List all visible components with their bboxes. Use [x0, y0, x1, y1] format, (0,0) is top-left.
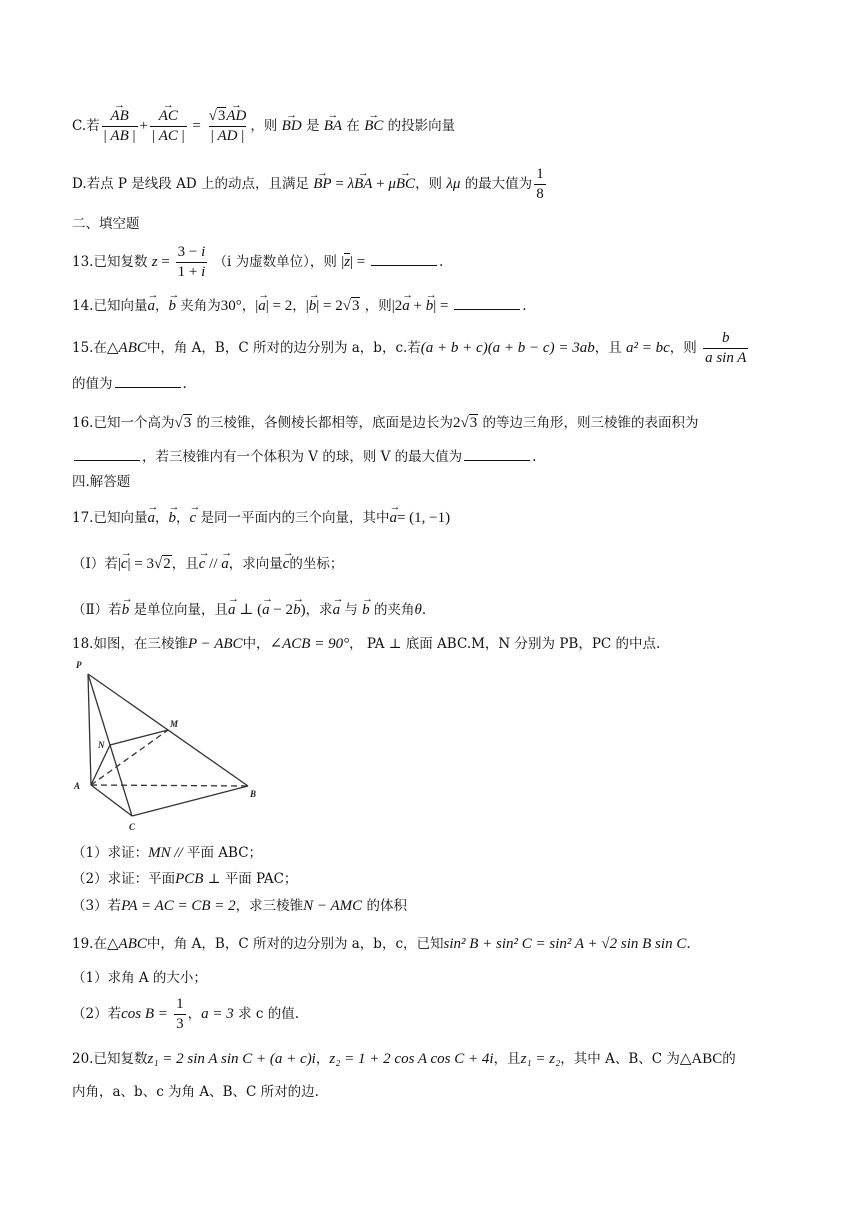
- question-17-part2: （Ⅱ）若→ b 是单位向量，且→ a ⊥ (→ a − 2→ b)，求→ a 与 → b 的夹角θ.: [72, 598, 426, 622]
- text: 是单位向量，且: [133, 602, 228, 618]
- question-19-part1: （1）求角 A 的大小；: [72, 970, 207, 986]
- segment-nm: [110, 730, 168, 745]
- answer-blank: [371, 251, 437, 266]
- answer-blank: [74, 446, 140, 461]
- vector: → a: [147, 506, 155, 530]
- equation: PCB: [175, 871, 204, 887]
- text: 20.已知复数: [72, 1051, 148, 1067]
- text: 的最大值为: [464, 176, 533, 192]
- text: ，则: [364, 298, 392, 314]
- label-p: P: [76, 660, 82, 670]
- vector: → a: [221, 552, 229, 576]
- vector: → AC: [159, 108, 178, 125]
- text: 15.在: [72, 340, 107, 356]
- question-19-part2: [72, 996, 299, 1033]
- edge-cb: [132, 786, 248, 816]
- vector: → b: [168, 506, 176, 530]
- text: 的等边三角形，则三棱锥的表面积为: [482, 415, 699, 431]
- fraction-denominator: 3: [176, 1016, 184, 1032]
- text: C.若: [72, 118, 100, 134]
- vector: → BC: [364, 109, 383, 143]
- question-13: 13.已知复数 z = $\frac{3 - i}{1 + i}$ （i 为虚数单位），则 |z| = .: [72, 244, 444, 280]
- vector: → a: [402, 294, 410, 318]
- text: （2）求证：平面: [72, 871, 176, 887]
- vector: → a: [258, 294, 266, 318]
- text: ，则: [250, 118, 278, 134]
- text: ⊥ 平面 PAC；: [203, 871, 298, 887]
- label-a: A: [74, 781, 81, 791]
- text: 的夹角: [373, 602, 415, 618]
- question-20: [72, 1048, 736, 1070]
- text: 中，: [242, 636, 270, 652]
- text: 中，角 A，B，C 所对的边分别为 a，b，c，已知: [146, 936, 444, 952]
- vector: → BA: [324, 109, 342, 143]
- text: 的值为: [72, 376, 113, 392]
- text: 13.已知复数: [72, 254, 148, 270]
- vector: → BC: [396, 167, 415, 201]
- equation: z₁ = 2 sin A sin C + (a + c)i: [147, 1051, 316, 1067]
- edge-pa: [88, 674, 91, 785]
- text: 的体积: [362, 898, 407, 914]
- fraction-numerator: 1: [176, 996, 184, 1012]
- text: 16.已知一个高为: [72, 415, 175, 431]
- text: 19.在: [72, 936, 107, 952]
- question-14: 14.已知向量→ a，→ b 夹角为30°，|→ a| = 2，|→ b| = 2√3 ，则|2→ a + → b| = .: [72, 294, 527, 318]
- vector: → a: [333, 598, 341, 622]
- section-answer-heading: 四.解答题: [72, 474, 131, 490]
- question-18: 18.如图，在三棱锥P − ABC中，∠ACB = 90°， PA ⊥ 底面 ABC.M，N 分别为 PB，PC 的中点.: [72, 636, 661, 652]
- question-15-line2: [72, 373, 187, 394]
- vector: → a: [262, 598, 270, 622]
- equation: z₁ = z₂: [520, 1051, 561, 1067]
- equation: a² = bc: [626, 340, 670, 356]
- text: 夹角为: [180, 298, 221, 314]
- text: （1）求证：: [72, 845, 149, 861]
- vector: → c: [189, 506, 196, 530]
- vector: → AD: [226, 108, 246, 125]
- answer-blank: [464, 446, 530, 461]
- question-18-part1: [72, 843, 262, 863]
- q12-option-d: D.若点 P 是线段 AD 上的动点，且满足 → BP = λ→ BA + μ→ BC，则 λμ 的最大值为 $\frac{1}{8}$: [72, 166, 548, 203]
- text: 在: [346, 118, 360, 134]
- vector: → BA: [354, 167, 372, 201]
- equation: PA = AC = CB = 2: [121, 898, 236, 914]
- edge-ab: [91, 785, 248, 786]
- vector: → b: [122, 598, 130, 622]
- vector: → c: [283, 552, 290, 576]
- section-fill-heading: 二、填空题: [72, 216, 140, 232]
- question-20-line2: 内角，a、b、c 为角 A、B、C 所对的边.: [72, 1084, 319, 1100]
- text: 的三棱锥，各侧棱长都相等，底面是边长为: [196, 415, 454, 431]
- text: 求 c 的值.: [233, 1006, 300, 1022]
- text: （i 为虚数单位），则: [213, 254, 337, 270]
- label-c: C: [129, 822, 136, 832]
- angle-value: 30°: [220, 298, 242, 314]
- text: 的: [722, 1051, 736, 1067]
- equation: MN //: [148, 845, 183, 861]
- text: .: [532, 449, 537, 465]
- question-15: 15.在△ABC中，角 A，B，C 所对的边分别为 a，b，c.若(a + b + c)(a + b − c) = 3ab，且 a² = bc，则 $\frac{b}{\text{a sin A}}$: [72, 330, 747, 366]
- question-16-line2: [72, 446, 536, 467]
- fraction: $\frac{3 - i}{1 + i}$: [177, 244, 206, 280]
- segment-am: [91, 730, 168, 785]
- vector: → BD: [282, 109, 302, 143]
- equation: z₂ = 1 + 2 cos A cos C + 4i: [329, 1051, 494, 1067]
- text: .: [182, 376, 187, 392]
- text: ，且: [594, 340, 622, 356]
- equation: △ABC: [679, 1051, 723, 1067]
- label-b: B: [250, 789, 257, 799]
- fraction: → $\frac{AB}{| AB |}$: [102, 108, 138, 145]
- text: 是: [305, 118, 320, 134]
- text: ，则: [669, 340, 697, 356]
- equation: P − ABC: [187, 636, 243, 652]
- vector: → a: [389, 506, 397, 530]
- fraction: $\frac{1}{8}$: [536, 166, 544, 202]
- question-18-part3: [72, 896, 407, 916]
- text: 的投影向量: [387, 118, 456, 134]
- fraction: [174, 996, 186, 1033]
- text: （Ⅱ）若: [72, 602, 122, 618]
- fraction: → $\frac{AC}{| AC |}$: [150, 108, 187, 145]
- text: ，求: [305, 602, 333, 618]
- question-17: 17.已知向量→ a，→ b，→ c 是同一平面内的三个向量，其中→ a= (1, −1): [72, 506, 450, 530]
- text: 是同一平面内的三个向量，其中: [200, 510, 390, 526]
- text: .: [522, 298, 527, 314]
- fraction: $\frac{√3\to AD}{| AD |}$: [207, 108, 249, 145]
- text: 18.如图，在三棱锥: [72, 636, 188, 652]
- text: ，: [187, 1006, 202, 1022]
- fraction: $\frac{b}{\text{a sin A}}$: [705, 330, 747, 366]
- tetrahedron-diagram: [72, 658, 272, 836]
- q12-option-c: C.若 → $\frac{AB}{| AB |}$ + → $\frac{AC}{| AC |}$ = $\frac{√3\to AD}{| AD |}$ ，则 → BD 是 → BA 在 → BC 的投影向量: [72, 108, 455, 145]
- text: .: [686, 936, 691, 952]
- vector: → b: [362, 598, 370, 622]
- answer-blank: [454, 295, 520, 310]
- equation: cos B =: [121, 1006, 168, 1022]
- vector: → c: [121, 552, 128, 576]
- equation: (a + b + c)(a + b − c) = 3ab: [420, 340, 595, 356]
- text: 17.已知向量: [72, 510, 148, 526]
- equation: ∠ACB = 90°: [269, 636, 350, 652]
- text: （2）若: [72, 1006, 122, 1022]
- equation: N − AMC: [303, 898, 363, 914]
- vector: → a: [147, 294, 155, 318]
- text: （3）若: [72, 898, 122, 914]
- equation: a = 3: [201, 1006, 234, 1022]
- text: ，其中 A、B、C 为: [560, 1051, 680, 1067]
- text: ，则: [415, 176, 443, 192]
- text: ，且: [493, 1051, 521, 1067]
- text: 平面 ABC；: [182, 845, 263, 861]
- text: ，求三棱锥: [235, 898, 304, 914]
- text: （Ⅰ）若: [72, 556, 118, 572]
- question-16: 16.已知一个高为√3 的三棱锥，各侧棱长都相等，底面是边长为2√3 的等边三角形，则三棱锥的表面积为: [72, 415, 699, 431]
- text: ，求向量: [228, 556, 283, 572]
- text: ，若三棱锥内有一个体积为 V 的球，则 V 的最大值为: [142, 449, 463, 465]
- vector: → a: [228, 598, 236, 622]
- question-18-part2: [72, 869, 297, 889]
- question-19: 19.在△ABC中，角 A，B，C 所对的边分别为 a，b，c，已知sin² B + sin² C = sin² A + √2 sin B sin C.: [72, 936, 691, 952]
- edge-ac: [91, 785, 132, 816]
- vector: → b: [426, 294, 434, 318]
- label-m: M: [170, 719, 179, 729]
- text: ，且: [171, 556, 199, 572]
- vector: → b: [168, 294, 176, 318]
- text: PA ⊥ 底面 ABC.M，N 分别为 PB，PC 的中点.: [366, 636, 661, 652]
- text: 与: [344, 602, 358, 618]
- equation: = (1, −1): [396, 510, 451, 526]
- vector: → c: [199, 552, 206, 576]
- equation: sin² B + sin² C = sin² A + √2 sin B sin C: [443, 936, 687, 952]
- vector: → AB: [110, 108, 128, 125]
- label-n: N: [98, 740, 105, 750]
- text: ，: [315, 1051, 330, 1067]
- text: .: [439, 254, 444, 270]
- vector: → BP: [313, 167, 331, 201]
- question-17-part1: （Ⅰ）若|→ c| = 3√2，且→ c // → a，求向量→ c的坐标；: [72, 552, 343, 576]
- text: 14.已知向量: [72, 298, 148, 314]
- text: 的坐标；: [289, 556, 344, 572]
- answer-blank: [115, 373, 181, 388]
- vector: → b: [293, 598, 301, 622]
- text: D.若点 P 是线段 AD 上的动点，且满足: [72, 176, 309, 192]
- vector: → b: [309, 294, 317, 318]
- text: 中，角 A，B，C 所对的边分别为 a，b，c.若: [146, 340, 421, 356]
